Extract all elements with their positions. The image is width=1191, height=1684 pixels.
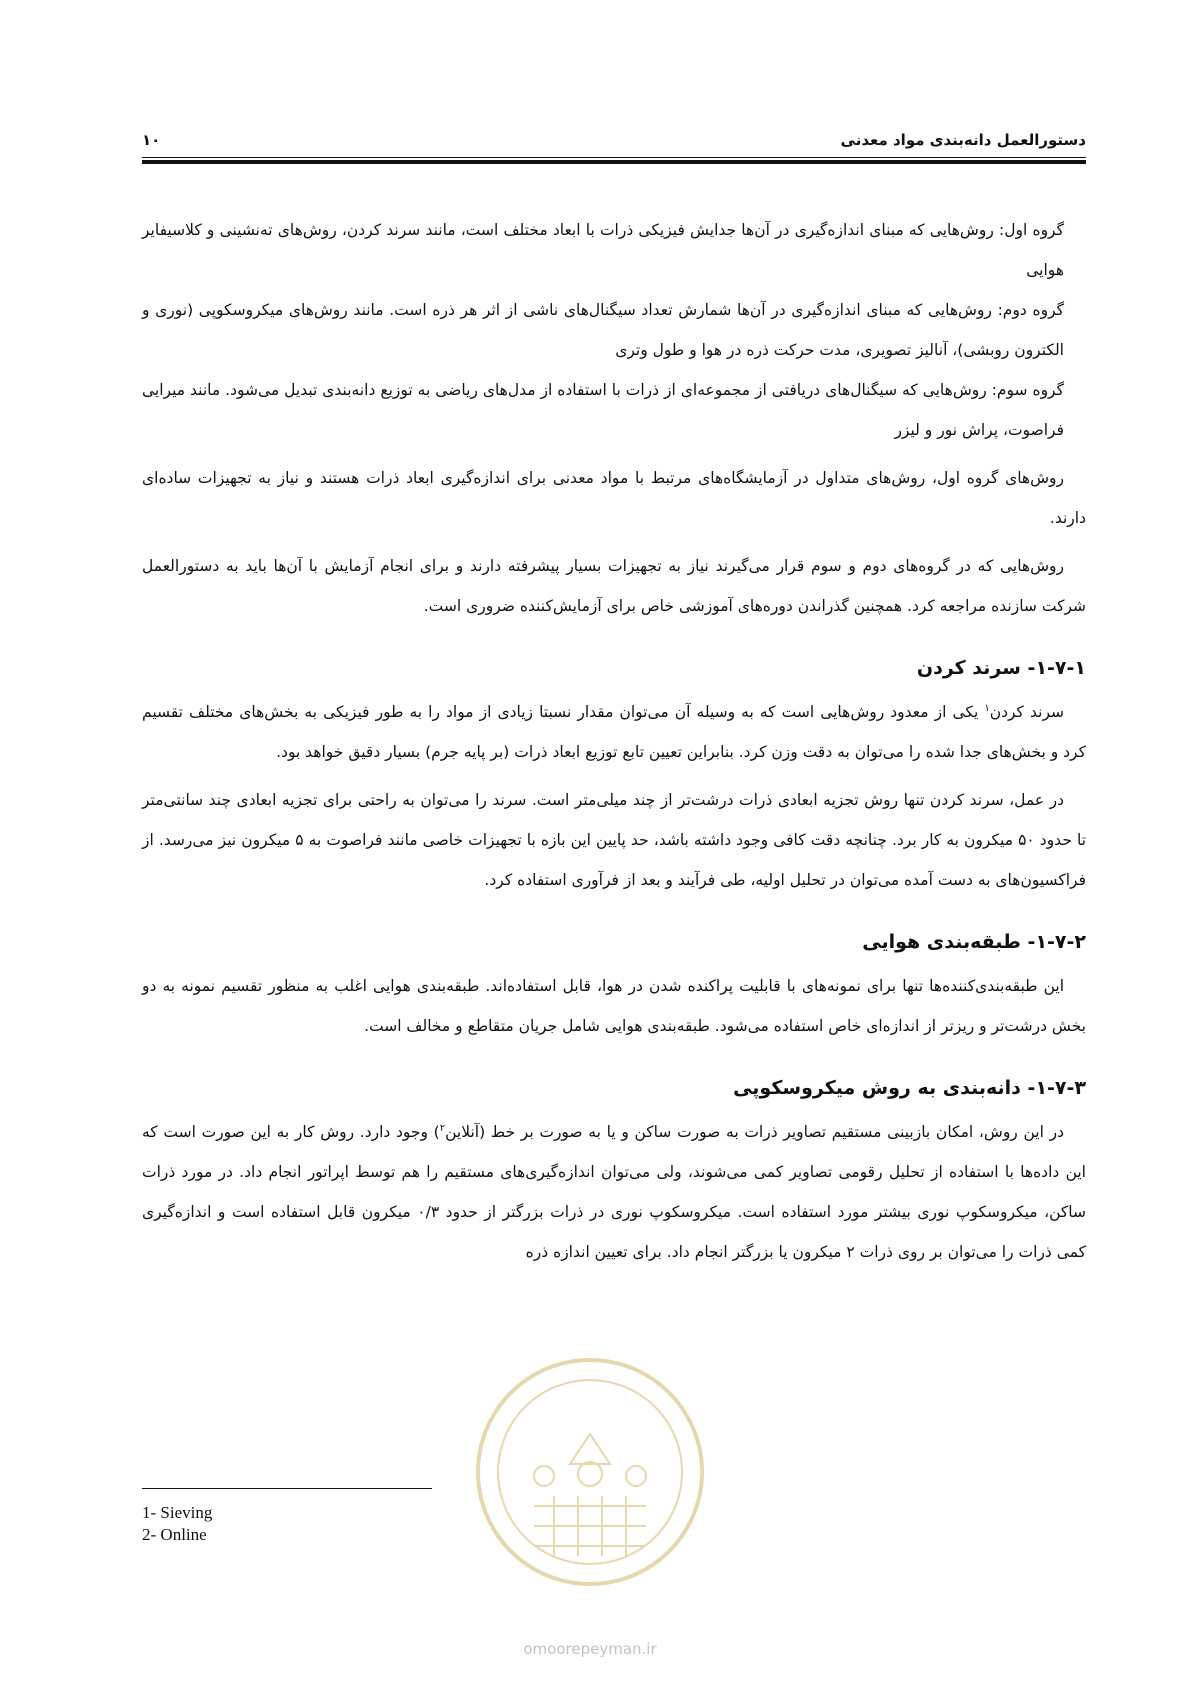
watermark-seal-icon [474,1356,706,1588]
paragraph: در عمل، سرند کردن تنها روش تجزیه ابعادی ذرات درشت‌تر از چند میلی‌متر است. سرند را می‌توان به راحتی برای تجزیه ابعادی چند سانتی‌متر تا حدود ۵۰ میکرون به کار برد. چنانچه دقت کافی وجود داشته باشد، حد پایین این بازه با تجهیزات خاصی مانند فراصوت به ۵ میکرون نیز می‌رسد. از فراکسیون‌های به دست آمده می‌توان در تحلیل اولیه، طی فرآیند و بعد از فرآوری استفاده کرد. [142,791,1086,889]
header-rule-thick [142,160,1086,164]
paragraph-text: سرند کردن [989,703,1064,721]
group-3-item: گروه سوم: روش‌هایی که سیگنال‌های دریافتی از مجموعه‌ای از ذرات با استفاده از مدل‌های ریاضی به توزیع دانه‌بندی تبدیل می‌شود. مانند میرایی فراصوت، پراش نور و لیزر [142,381,1064,439]
running-header [142,128,1086,152]
paragraph: این طبقه‌بندی‌کننده‌ها تنها برای نمونه‌های با قابلیت پراکنده شدن در هوا، قابل استفاده‌اند. طبقه‌بندی هوایی اغلب به منظور تقسیم نمونه به دو بخش درشت‌تر و ریزتر از اندازه‌ای خاص استفاده می‌شود. طبقه‌بندی هوایی شامل جریان متقاطع و مخالف است. [142,977,1086,1035]
section-heading-air-classification: ۱-۷-۲- طبقه‌بندی هوایی [862,931,1086,953]
paragraph-text: در این روش، امکان بازبینی مستقیم تصاویر ذرات به صورت ساکن و یا به صورت بر خط (آنلاین [445,1123,1064,1141]
group-1-item: گروه اول: روش‌هایی که مبنای اندازه‌گیری در آن‌ها جدایش فیزیکی ذرات با ابعاد مختلف است، مانند سرند کردن، روش‌های ته‌نشینی و کلاسیفایر هوایی [142,221,1064,279]
footnote: 2- Online [142,1525,207,1544]
body-text [142,210,1086,1272]
footnote-rule [142,1488,432,1489]
paragraph: روش‌های گروه اول، روش‌های متداول در آزمایشگاه‌های مرتبط با مواد معدنی برای اندازه‌گیری ابعاد ذرات هستند و نیاز به تجهیزات ساده‌ای دارند. [142,469,1086,527]
paragraph [142,1112,1086,1272]
footnote-ref: ۱ [984,702,990,714]
paragraph: روش‌هایی که در گروه‌های دوم و سوم قرار می‌گیرند نیاز به تجهیزات بسیار پیشرفته دارند و برای انجام آزمایش با آن‌ها باید به دستورالعمل شرکت سازنده مراجعه کرد. همچنین گذراندن دوره‌های آموزشی خاص برای آزمایش‌کننده ضروری است. [142,557,1086,615]
footnote: 1- Sieving [142,1503,213,1522]
group-2-item: گروه دوم: روش‌هایی که مبنای اندازه‌گیری در آن‌ها شمارش تعداد سیگنال‌های ناشی از اثر هر ذره است. مانند روش‌های میکروسکوپی (نوری و الکترون روبشی)، آنالیز تصویری، مدت حرکت ذره در هوا و طول وتری [142,301,1064,359]
section-heading-microscopy: ۱-۷-۳- دانه‌بندی به روش میکروسکوپی [733,1077,1086,1099]
header-title: دستورالعمل دانه‌بندی مواد معدنی [840,131,1086,149]
footnote-ref: ۲ [439,1122,446,1134]
watermark-site: omoorepeyman.ir [523,1640,657,1658]
paragraph-text: یکی از معدود روش‌هایی است که به وسیله آن می‌توان مقدار نسبتا زیادی از مواد را به طور فیزیکی به بخش‌های مختلف تقسیم کرد و بخش‌های جدا شده را می‌توان به دقت وزن کرد. بنابراین تعیین تابع توزیع ابعاد ذرات (بر پایه جرم) بسیار دقیق خواهد بود. [142,703,1086,761]
page-number: ۱۰ [142,131,161,149]
header-rule [142,157,1086,158]
paragraph [142,692,1086,772]
paragraph-text: ) وجود دارد. روش کار به این صورت است که این داده‌ها با استفاده از تحلیل رقومی تصاویر کمی می‌شوند، ولی می‌توان اندازه‌گیری‌های مستقیم را هم توسط اپراتور انجام داد. در مورد ذرات ساکن، میکروسکوپ نوری بیشتر مورد استفاده است. میکروسکوپ نوری در ذرات بزرگتر از حدود ۰/۳ میکرون قابل استفاده است و اندازه‌گیری کمی ذرات را می‌توان بر روی ذرات ۲ میکرون یا بزرگتر انجام داد. برای تعیین اندازه ذره [142,1123,1086,1261]
section-heading-sieving: ۱-۷-۱- سرند کردن [916,657,1086,679]
footnotes [142,1502,212,1546]
